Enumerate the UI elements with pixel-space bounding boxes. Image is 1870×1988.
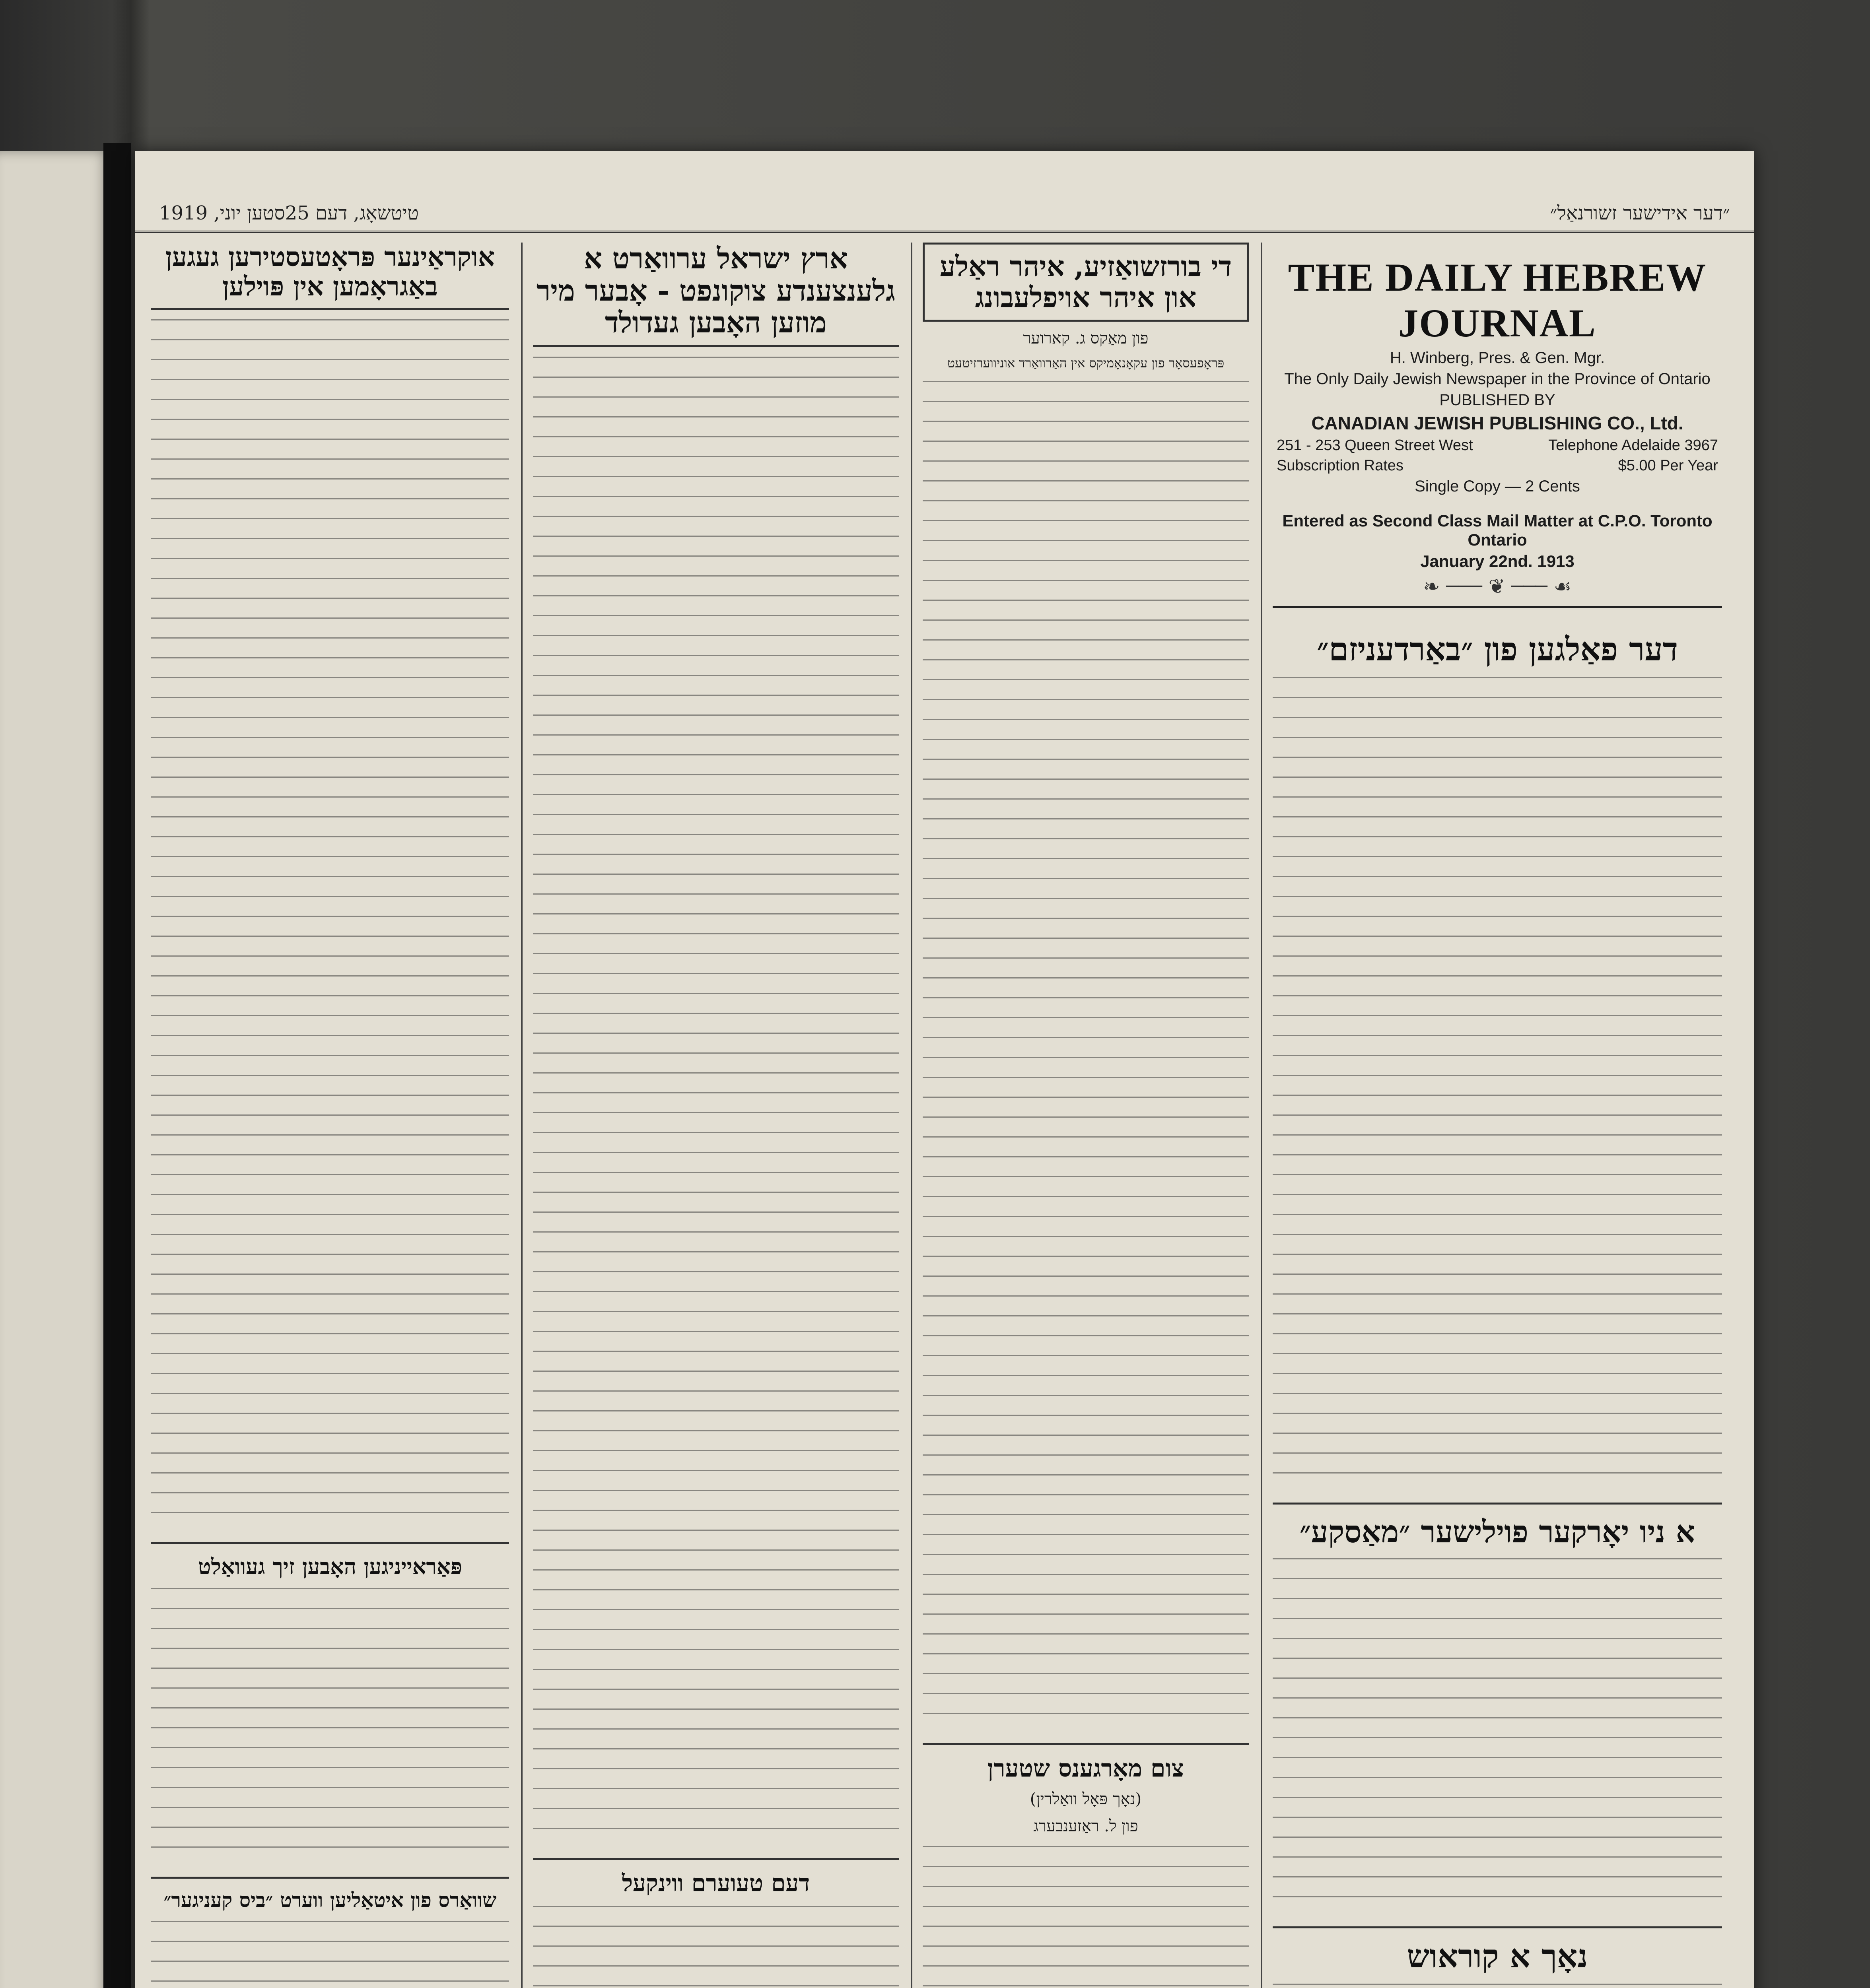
section-rule bbox=[151, 1542, 509, 1544]
bottom-article-text-lines bbox=[533, 1906, 899, 1988]
masthead-address: 251 - 253 Queen Street West bbox=[1277, 437, 1473, 454]
editorial-1-headline: דער פאַלגען פון ״באַרדעניזם״ bbox=[1316, 631, 1678, 668]
schwartz-headline: שוואַרס פון איטאַליען ווערט ״ביס קעניגער״ bbox=[163, 1888, 497, 1912]
page-gutter bbox=[103, 143, 131, 1988]
column-rule bbox=[1261, 243, 1262, 1988]
serial-body bbox=[923, 1846, 1249, 1988]
column-rule bbox=[911, 243, 912, 1988]
schwartz-body bbox=[151, 1921, 509, 1988]
palestine-headline: ארץ ישראל ערוואַרט א גלענצענדע צוקונפט - אָבער מיר מוזען האָבען געדולד bbox=[533, 243, 899, 347]
schwartz-text-lines bbox=[151, 1921, 509, 1988]
ukraine-body bbox=[151, 319, 509, 1532]
column-feature bbox=[923, 243, 1249, 1988]
previous-page-edge bbox=[0, 151, 111, 1988]
feature-byline: פון מאַקס ג. קארוער bbox=[1023, 329, 1149, 348]
column-ukraine bbox=[151, 243, 509, 1988]
masthead-published-by: PUBLISHED BY bbox=[1439, 391, 1555, 409]
bottom-article-headline: דעם טעוערם ווינקעל bbox=[622, 1869, 810, 1897]
column-rule bbox=[521, 243, 523, 1988]
section-rule bbox=[533, 1858, 899, 1860]
section-rule bbox=[151, 1877, 509, 1879]
masthead-publisher: H. Winberg, Pres. & Gen. Mgr. bbox=[1390, 349, 1605, 367]
masthead-single-copy: Single Copy — 2 Cents bbox=[1415, 478, 1580, 495]
ukraine-lower-body bbox=[151, 1588, 509, 1866]
ukraine-text-lines bbox=[151, 319, 509, 1532]
ukraine-lower-text-lines bbox=[151, 1588, 509, 1866]
column-masthead-editorials bbox=[1273, 243, 1722, 1988]
serial-author: פון ל. ראַזענבערג bbox=[1033, 1817, 1138, 1835]
masthead-telephone: Telephone Adelaide 3967 bbox=[1548, 437, 1718, 454]
editorial-1-text-lines bbox=[1273, 677, 1722, 1492]
ornament-icon: ❧ ─── ❦ ─── ☙ bbox=[1423, 575, 1572, 598]
palestine-body bbox=[533, 357, 899, 1848]
palestine-text-lines bbox=[533, 357, 899, 1848]
masthead-address-row bbox=[1273, 437, 1722, 454]
editorial-2-headline: א ניו יאָרקער פוילישער ״מאַסקע״ bbox=[1299, 1514, 1695, 1549]
bottom-article-body bbox=[533, 1906, 899, 1988]
ukraine-lower-headline: פּאַראייניגען האָבען זיך געוואַלט bbox=[198, 1553, 463, 1579]
masthead-company: CANADIAN JEWISH PUBLISHING CO., Ltd. bbox=[1311, 413, 1683, 433]
masthead-tagline: The Only Daily Jewish Newspaper in the Province of Ontario bbox=[1284, 370, 1711, 388]
editorial-3-body bbox=[1273, 1984, 1722, 1988]
editorial-2-body bbox=[1273, 1558, 1722, 1916]
editorial-3-text-lines bbox=[1273, 1984, 1722, 1988]
editorial-1-body bbox=[1273, 677, 1722, 1492]
ukraine-headline: אוקראַינער פּראָטעסטירען געגען באַגראָמען אין פּוילען bbox=[151, 243, 509, 310]
feature-headline: די בורזשואַזיע, איהר ראַלע און איהר אויפלעבונג bbox=[923, 243, 1249, 322]
section-rule bbox=[1273, 1926, 1722, 1928]
masthead-subscription-row bbox=[1273, 457, 1722, 474]
running-head bbox=[135, 199, 1754, 233]
masthead-subscription-label: Subscription Rates bbox=[1277, 457, 1403, 474]
serial-headline: צום מאָרגענס שטערן bbox=[987, 1755, 1184, 1783]
section-rule bbox=[1273, 1503, 1722, 1505]
editorial-2-text-lines bbox=[1273, 1558, 1722, 1916]
feature-body bbox=[923, 381, 1249, 1733]
running-head-date: 1919 ,טיטשאָג, דעם 25סטען יוני bbox=[159, 202, 419, 224]
feature-text-lines bbox=[923, 381, 1249, 1733]
newspaper-page bbox=[135, 151, 1754, 1988]
serial-text-lines bbox=[923, 1846, 1249, 1988]
masthead-subscription-price: $5.00 Per Year bbox=[1618, 457, 1718, 474]
feature-byline-note: פּראָפעסאָר פון עקאָנאָמיקס אין האַרוואַרד אוניווערזיטעט bbox=[947, 355, 1225, 371]
serial-subtitle: (נאָך פּאָל וואַלרין) bbox=[1030, 1790, 1142, 1808]
editorial-3-headline: נאָך א קוראוש bbox=[1407, 1937, 1588, 1975]
column-palestine bbox=[533, 243, 899, 1988]
section-rule bbox=[923, 1743, 1249, 1745]
masthead bbox=[1273, 254, 1722, 608]
masthead-entered-line2: January 22nd. 1913 bbox=[1420, 552, 1575, 571]
masthead-entered-line1: Entered as Second Class Mail Matter at C.P.O. Toronto Ontario bbox=[1282, 511, 1713, 549]
masthead-title: THE DAILY HEBREW JOURNAL bbox=[1288, 255, 1707, 345]
running-head-title: ״דער אידישער זשורנאַל״ bbox=[1550, 202, 1730, 224]
